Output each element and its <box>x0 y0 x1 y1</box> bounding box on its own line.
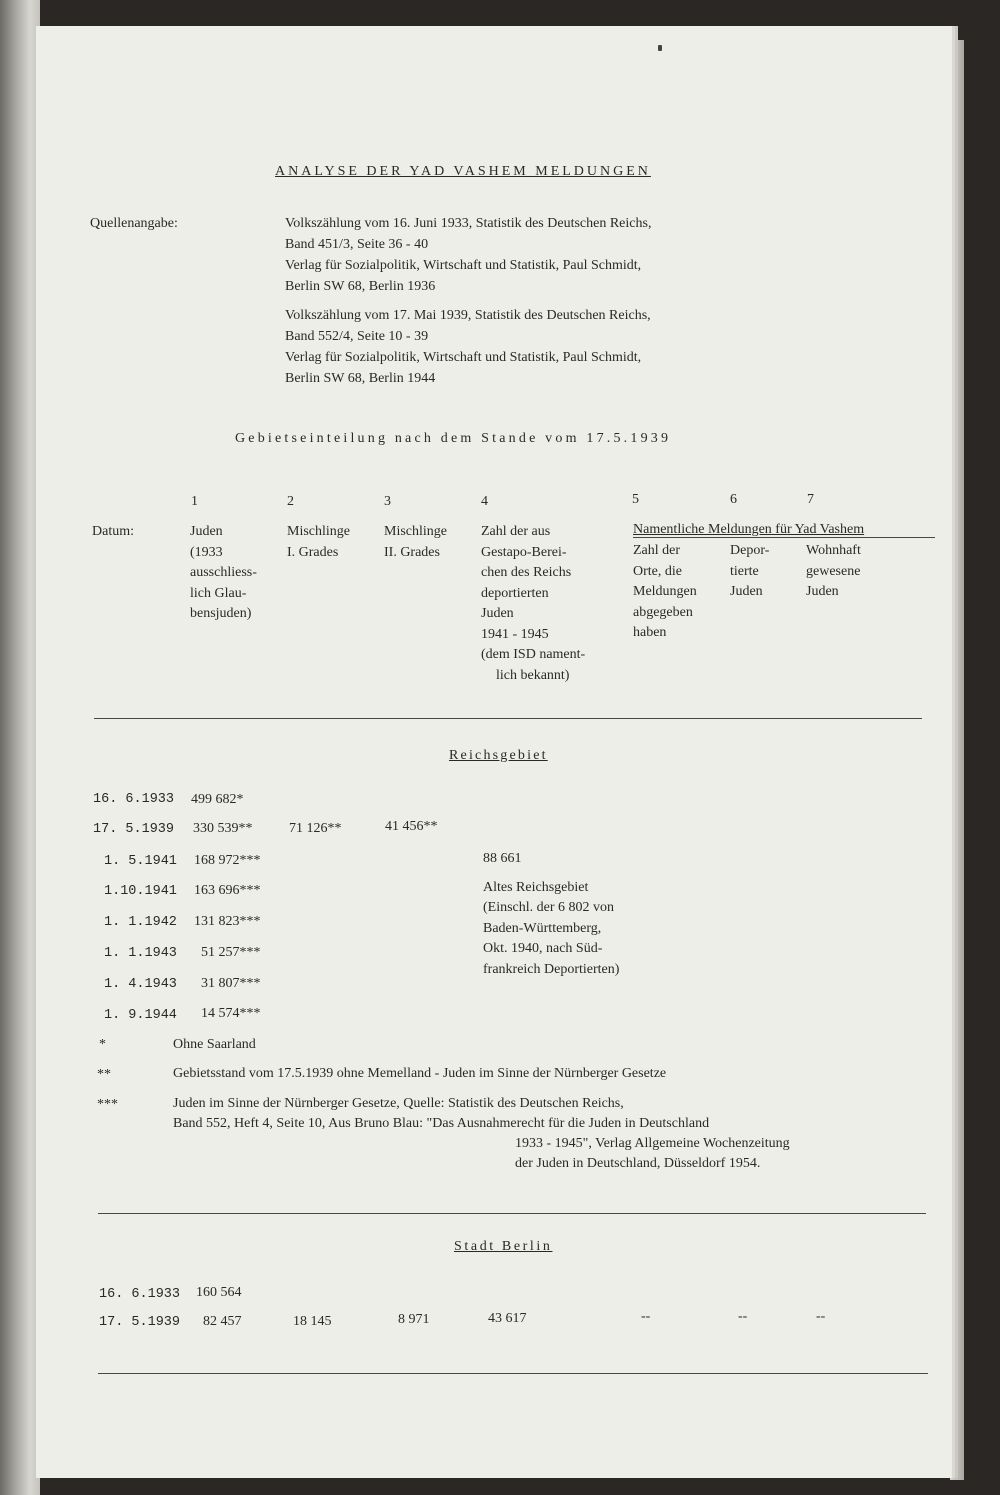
source-line: Berlin SW 68, Berlin 1944 <box>285 371 436 386</box>
group-header: Namentliche Meldungen für Yad Vashem <box>633 522 865 537</box>
section-divider <box>94 718 922 719</box>
berlin-row-resident-reported: -- <box>816 1309 826 1324</box>
footnote-text: der Juden in Deutschland, Düsseldorf 1954. <box>515 1156 761 1171</box>
column-number: 1 <box>191 494 198 509</box>
reich-row-jews: 131 823*** <box>194 914 261 929</box>
col2-header: Mischlinge <box>287 524 350 539</box>
col4-header: lich bekannt) <box>496 668 570 683</box>
ink-speck <box>658 45 662 51</box>
column-number: 7 <box>807 492 814 507</box>
col5-header: Meldungen <box>633 584 697 599</box>
berlin-row-deported: 43 617 <box>488 1311 527 1326</box>
subtitle: Gebietseinteilung nach dem Stande vom 17.5.1939 <box>235 431 672 446</box>
binder-edge <box>0 0 40 1495</box>
reich-row-mischlinge1: 71 126** <box>289 821 342 836</box>
berlin-row-mischlinge1: 18 145 <box>293 1314 332 1329</box>
source-line: Volkszählung vom 16. Juni 1933, Statistik des Deutschen Reichs, <box>285 216 652 231</box>
col1-header: ausschliess- <box>190 565 257 580</box>
datum-label: Datum: <box>92 524 134 539</box>
reich-row-date: 1.10.1941 <box>104 884 177 899</box>
reich-row-mischlinge2: 41 456** <box>385 819 438 834</box>
col5-header: haben <box>633 625 667 640</box>
col4-header: Gestapo-Berei- <box>481 545 567 560</box>
footnote-text: Juden im Sinne der Nürnberger Gesetze, Quelle: Statistik des Deutschen Reichs, <box>173 1096 624 1111</box>
sources-label: Quellenangabe: <box>90 216 178 231</box>
col5-header: abgegeben <box>633 605 693 620</box>
footnote-mark: * <box>99 1037 106 1052</box>
col1-header: (1933 <box>190 545 223 560</box>
column-number: 6 <box>730 492 737 507</box>
footnote-text: Band 552, Heft 4, Seite 10, Aus Bruno Blau: "Das Ausnahmerecht für die Juden in Deutschland <box>173 1116 710 1131</box>
source-line: Volkszählung vom 17. Mai 1939, Statistik des Deutschen Reichs, <box>285 308 651 323</box>
reich-row-jews: 31 807*** <box>201 976 261 991</box>
reich-row-date: 16. 6.1933 <box>93 792 175 807</box>
col1-header: lich Glau- <box>190 586 247 601</box>
group-header-underline <box>633 537 935 538</box>
col3-header: Mischlinge <box>384 524 447 539</box>
berlin-row-mischlinge2: 8 971 <box>398 1312 430 1327</box>
col4-header: Zahl der aus <box>481 524 551 539</box>
deported-note: (Einschl. der 6 802 von <box>483 900 615 915</box>
section-divider <box>98 1373 928 1374</box>
reich-row-jews: 163 696*** <box>194 883 261 898</box>
reich-row-date: 1. 9.1944 <box>104 1008 177 1023</box>
col6-header: Juden <box>730 584 763 599</box>
source-line: Verlag für Sozialpolitik, Wirtschaft und Statistik, Paul Schmidt, <box>285 350 642 365</box>
source-line: Band 451/3, Seite 36 - 40 <box>285 237 429 252</box>
col4-header: deportierten <box>481 586 549 601</box>
berlin-row-places: -- <box>641 1309 651 1324</box>
reich-row-jews: 499 682* <box>191 792 244 807</box>
reich-row-jews: 168 972*** <box>194 853 261 868</box>
col7-header: Juden <box>806 584 839 599</box>
deported-note: Baden-Württemberg, <box>483 921 602 936</box>
column-number: 4 <box>481 494 488 509</box>
col5-header: Orte, die <box>633 564 682 579</box>
section-divider <box>98 1213 926 1214</box>
berlin-row-jews: 82 457 <box>203 1314 242 1329</box>
col7-header: gewesene <box>806 564 861 579</box>
footnote-text: Gebietsstand vom 17.5.1939 ohne Memelland - Juden im Sinne der Nürnberger Gesetze <box>173 1066 667 1081</box>
reich-row-date: 1. 5.1941 <box>104 854 177 869</box>
berlin-heading: Stadt Berlin <box>454 1239 553 1254</box>
source-line: Band 552/4, Seite 10 - 39 <box>285 329 429 344</box>
berlin-row-date: 17. 5.1939 <box>99 1315 181 1330</box>
deported-total: 88 661 <box>483 851 522 866</box>
page-title: ANALYSE DER YAD VASHEM MELDUNGEN <box>275 164 651 179</box>
reich-row-date: 1. 1.1943 <box>104 946 177 961</box>
col6-header: Depor- <box>730 543 770 558</box>
footnote-mark: ** <box>97 1067 111 1082</box>
col5-header: Zahl der <box>633 543 681 558</box>
footnote-text: Ohne Saarland <box>173 1037 256 1052</box>
deported-note: frankreich Deportierten) <box>483 962 620 977</box>
reich-row-jews: 330 539** <box>193 821 253 836</box>
column-number: 2 <box>287 494 294 509</box>
berlin-row-deported-reported: -- <box>738 1309 748 1324</box>
reich-row-jews: 14 574*** <box>201 1006 261 1021</box>
column-number: 3 <box>384 494 391 509</box>
col4-header: Juden <box>481 606 514 621</box>
col7-header: Wohnhaft <box>806 543 861 558</box>
reich-heading: Reichsgebiet <box>449 748 548 763</box>
col4-header: (dem ISD nament- <box>481 647 586 662</box>
footnote-text: 1933 - 1945", Verlag Allgemeine Wochenzeitung <box>515 1136 790 1151</box>
berlin-row-jews: 160 564 <box>196 1285 242 1300</box>
col1-header: bensjuden) <box>190 606 252 621</box>
col3-header: II. Grades <box>384 545 440 560</box>
col4-header: 1941 - 1945 <box>481 627 549 642</box>
col2-header: I. Grades <box>287 545 339 560</box>
col1-header: Juden <box>190 524 223 539</box>
berlin-row-date: 16. 6.1933 <box>99 1287 181 1302</box>
col6-header: tierte <box>730 564 759 579</box>
column-number: 5 <box>632 492 639 507</box>
footnote-mark: *** <box>97 1097 118 1112</box>
page-stack-edge <box>950 40 964 1480</box>
source-line: Berlin SW 68, Berlin 1936 <box>285 279 436 294</box>
reich-row-date: 1. 1.1942 <box>104 915 177 930</box>
reich-row-date: 17. 5.1939 <box>93 822 175 837</box>
deported-note: Okt. 1940, nach Süd- <box>483 941 603 956</box>
reich-row-date: 1. 4.1943 <box>104 977 177 992</box>
col4-header: chen des Reichs <box>481 565 572 580</box>
deported-note: Altes Reichsgebiet <box>483 880 589 895</box>
reich-row-jews: 51 257*** <box>201 945 261 960</box>
source-line: Verlag für Sozialpolitik, Wirtschaft und Statistik, Paul Schmidt, <box>285 258 642 273</box>
